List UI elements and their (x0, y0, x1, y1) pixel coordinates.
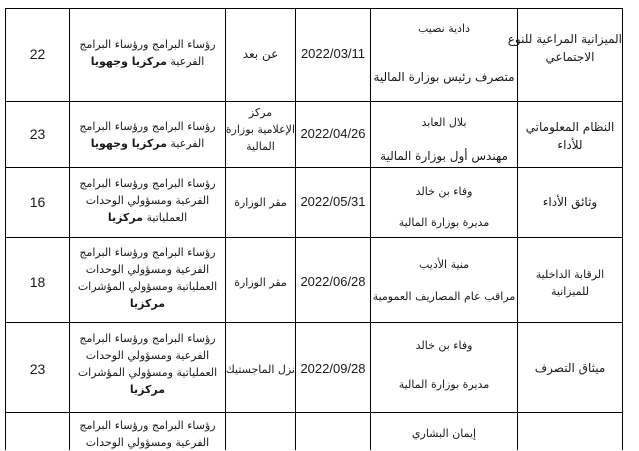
person-name: إيمان البشاري (411, 427, 477, 440)
row-divider (5, 8, 622, 9)
audience-cell: رؤساء البرامج ورؤساء البرامج الفرعية مركزيا وجهويا (79, 38, 216, 68)
session-date: 2022/05/31 (300, 194, 366, 209)
person-title: متصرف رئيس بوزارة المالية (373, 70, 515, 84)
row-divider (5, 322, 622, 323)
row-divider (5, 412, 622, 413)
session-date: 2022/09/28 (300, 361, 366, 376)
program-cell: وثائق الأداء (542, 195, 598, 209)
person-name: وفاء بن خالد (415, 339, 473, 352)
person-name: بلال العابد (421, 116, 467, 129)
program-cell: النظام المعلوماتي للأداء (525, 120, 615, 152)
program-cell: الميزانية المراعية للنوع الاجتماعي (507, 32, 622, 64)
location-cell: نزل الماجستيك (225, 363, 295, 376)
session-date: 2022/03/11 (300, 46, 366, 61)
session-date: 2022/06/28 (300, 274, 366, 289)
row-divider (5, 167, 622, 168)
row-divider (5, 237, 622, 238)
column-divider (517, 8, 518, 450)
audience-cell: رؤساء البرامج ورؤساء البرامج الفرعية مركزيا وجهويا (79, 120, 216, 150)
column-divider (622, 8, 623, 450)
participant-count: 22 (29, 46, 46, 62)
person-name: دادية نصيب (417, 22, 471, 35)
program-cell: الرقابة الداخلية للميزانية (535, 268, 605, 298)
column-divider (295, 8, 296, 450)
participant-count: 16 (29, 194, 46, 210)
person-title: مديرة بوزارة المالية (398, 378, 490, 391)
column-divider (5, 8, 6, 450)
session-date: 2022/04/26 (300, 126, 366, 141)
location-cell: مقر الوزارة (234, 276, 287, 289)
row-divider (5, 101, 622, 102)
column-divider (225, 8, 226, 450)
location-cell: مقر الوزارة (234, 196, 287, 209)
program-cell: ميثاق التصرف (534, 361, 606, 375)
participant-count: 23 (29, 361, 46, 377)
participant-count: 18 (29, 274, 46, 290)
person-name: منية الأديب (418, 258, 469, 271)
location-cell: عن بعد (242, 47, 279, 61)
person-title: مهندس أول بوزارة المالية (380, 149, 508, 163)
person-title: مديرة بوزارة المالية (398, 216, 490, 229)
person-title: مراقب عام المصاريف العمومية (372, 290, 516, 303)
audience-cell: رؤساء البرامج ورؤساء البرامج الفرعية ومسؤولي الوحدات (79, 419, 216, 449)
audience-cell: رؤساء البرامج ورؤساء البرامج الفرعية ومسؤولي الوحدات العملياتية ومسؤولي المؤشرات مركزيا (77, 246, 218, 310)
participant-count: 23 (29, 126, 46, 142)
location-cell: مركز الإعلامية بوزارة المالية (225, 106, 295, 153)
audience-cell: رؤساء البرامج ورؤساء البرامج الفرعية ومسؤولي الوحدات العملياتية ومسؤولي المؤشرات مركزيا (77, 332, 218, 396)
audience-cell: رؤساء البرامج ورؤساء البرامج الفرعية ومسؤولي الوحدات العملياتية مركزيا (79, 177, 216, 224)
person-name: وفاء بن خالد (415, 185, 473, 198)
